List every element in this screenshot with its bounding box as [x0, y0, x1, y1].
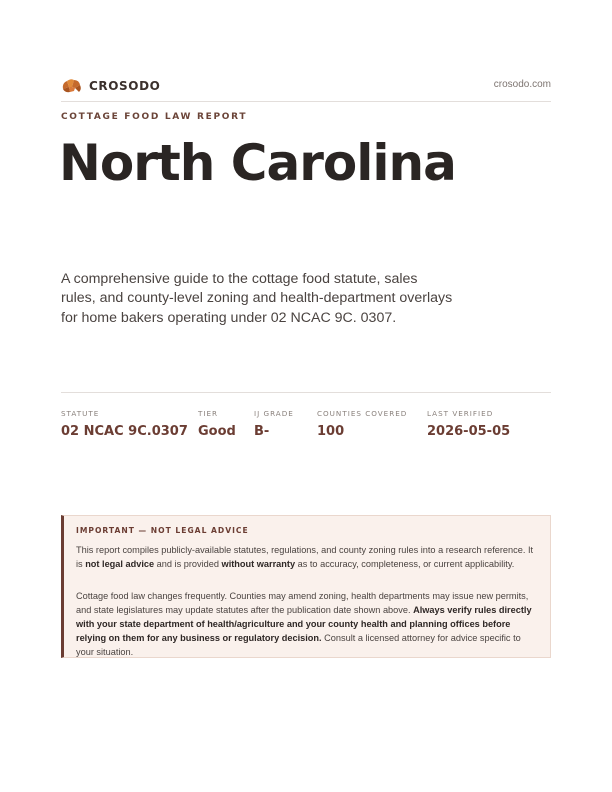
meta-tier: [198, 409, 236, 439]
header-divider: [61, 101, 551, 102]
notice-p1-bold-2: without warranty: [221, 559, 296, 569]
meta-last-verified-value: 2026-05-05: [427, 424, 511, 439]
meta-counties-value: 100: [317, 424, 345, 439]
lead-paragraph: A comprehensive guide to the cottage food statute, sales rules, and county-level zoning and health-department overlays for home bakers operating under 02 NCAC 9C. 0307.: [61, 271, 453, 326]
page-header: [61, 76, 551, 96]
notice-paragraph-2: [76, 589, 534, 659]
meta-last-verified-label: LAST VERIFIED: [427, 409, 494, 418]
page-title: North Carolina: [59, 134, 456, 192]
meta-counties-label: COUNTIES COVERED: [317, 409, 408, 418]
meta-last-verified: [427, 409, 510, 439]
brand[interactable]: [61, 76, 160, 96]
notice-heading: IMPORTANT — NOT LEGAL ADVICE: [76, 526, 249, 535]
meta-tier-label: TIER: [198, 409, 219, 418]
meta-ij-grade-label: IJ GRADE: [254, 409, 294, 418]
notice-p2-text-2: Consult a licensed attorney for advice specific to your situation.: [76, 633, 521, 657]
meta-tier-value: Good: [198, 424, 236, 439]
notice-p2-bold-1: Always verify rules directly with your state department of health/agriculture and your county health and planning offices before relying on them for any business or regulatory decision.: [76, 605, 532, 643]
meta-counties: [317, 409, 407, 439]
notice-p1-text-2: and is provided: [154, 559, 222, 569]
notice-p1-text-3: as to accuracy, completeness, or current applicability.: [295, 559, 515, 569]
meta-ij-grade: [254, 409, 294, 439]
notice-paragraph-1: [76, 543, 534, 571]
meta-ij-grade-value: B-: [254, 424, 270, 439]
meta-divider: [61, 392, 551, 393]
meta-statute-label: STATUTE: [61, 409, 100, 418]
legal-notice: [61, 515, 551, 658]
site-link[interactable]: crosodo.com: [493, 79, 551, 90]
report-eyebrow: COTTAGE FOOD LAW REPORT: [61, 112, 248, 122]
notice-p1-bold-1: not legal advice: [85, 559, 155, 569]
notice-p2-text-1: Cottage food law changes frequently. Counties may amend zoning, health departments may issue new permits, and state legislatures may update statutes after the publication date shown above.: [76, 591, 529, 615]
meta-statute-value: 02 NCAC 9C.0307: [61, 424, 188, 439]
brand-name: CROSODO: [89, 79, 161, 93]
meta-summary: [61, 409, 551, 449]
croissant-icon: [61, 76, 83, 96]
notice-p1-text-1: This report compiles publicly-available statutes, regulations, and county zoning rules into a research reference. It is: [76, 545, 534, 569]
meta-statute: [61, 409, 188, 439]
